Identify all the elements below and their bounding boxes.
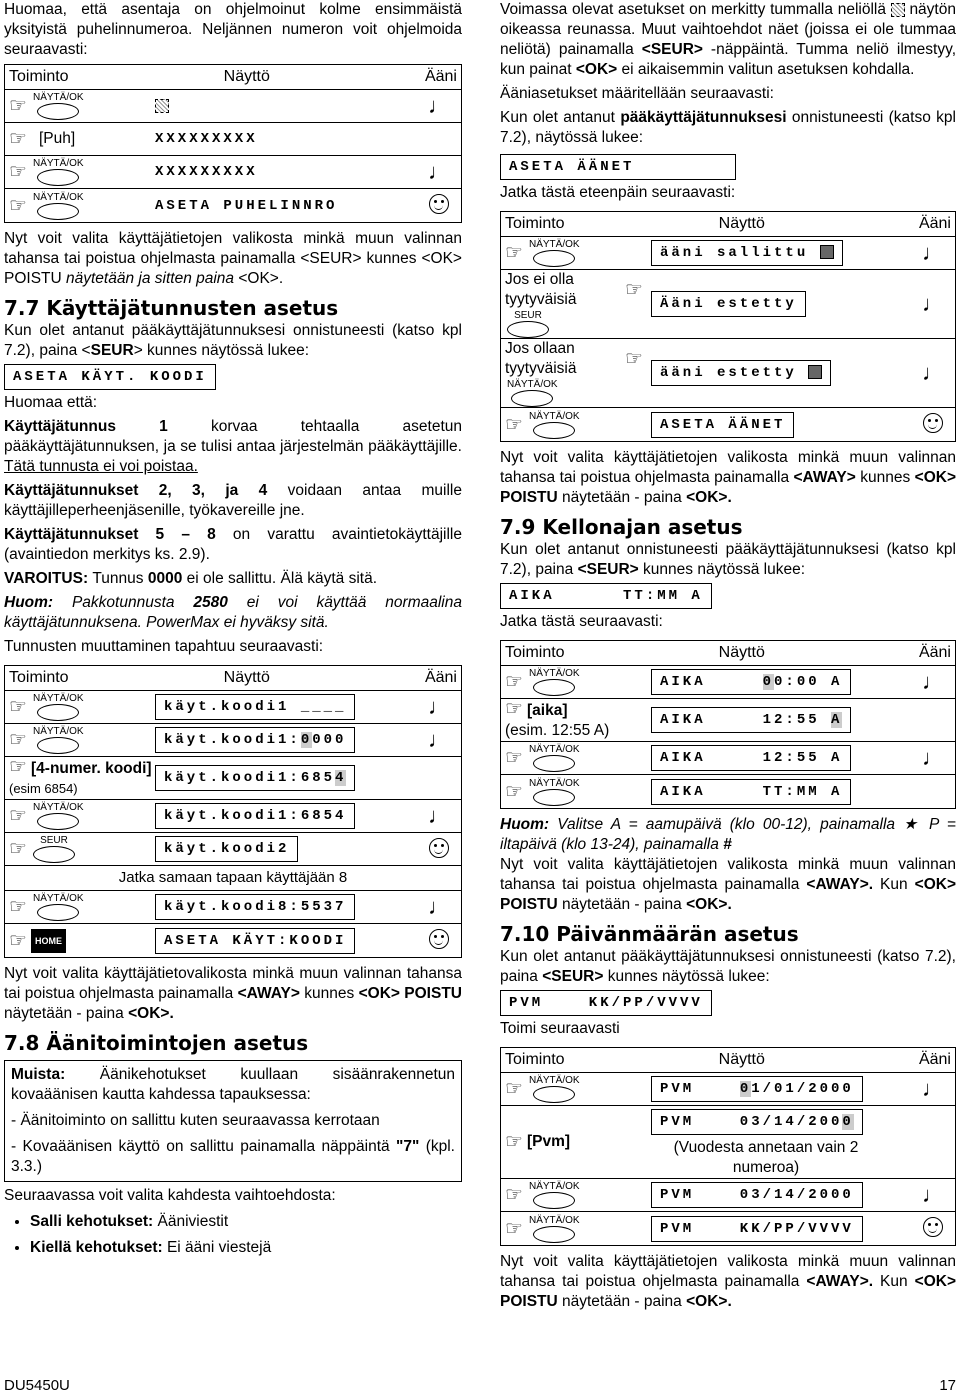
table-row: ☞ HOME ASETA KÄYT:KOODI [5, 924, 461, 957]
home-key-icon: HOME [31, 929, 66, 953]
smiley-icon [429, 838, 449, 858]
section-heading-7-9: 7.9 Kellonajan asetus [500, 515, 743, 539]
ok-key-icon: NÄYTÄ/OK [33, 192, 84, 220]
hand-pointer-icon: ☞ [625, 279, 643, 301]
dark-square-icon [891, 3, 905, 17]
time-table: Toiminto Näyttö Ääni ☞ NÄYTÄ/OK AIKA 00:00 A ♩ ☞ [aika] (esim. 12:55 A) AIKA 12:55 A ☞ NÄYTÄ/OK AIKA 12:55 A ♩ ☞ NÄYTÄ/OK AIKA TT:MM A [500, 640, 956, 809]
lcd-display: PVM KK/PP/VVVV [500, 990, 712, 1016]
table-row: ☞ [4-numer. koodi] (esim 6854) käyt.koodi1:6854 [5, 757, 461, 800]
cursor-block-icon [155, 99, 169, 113]
hand-pointer-icon: ☞ [505, 1184, 523, 1206]
note-icon: ♩ [922, 1182, 944, 1207]
smiley-icon [923, 1217, 943, 1237]
table-row: ☞ NÄYTÄ/OK ASETA ÄÄNET [501, 408, 955, 441]
table-row: ☞ [aika] (esim. 12:55 A) AIKA 12:55 A [501, 699, 955, 742]
options-list [30, 1212, 462, 1258]
table-row: ☞ NÄYTÄ/OK AIKA 00:00 A ♩ [501, 666, 955, 699]
ok-key-icon: NÄYTÄ/OK [33, 158, 84, 186]
note-icon: ♩ [428, 694, 450, 719]
lcd-display: ASETA ÄÄNET [500, 154, 736, 180]
paragraph: Nyt voit valita käyttäjätietojen valikosta minkä muun valinnan tahansa tai poistua ohjelmasta painamalla <SEUR> kunnes <OK> POISTU näytetään ja sitten paina <OK>. [4, 230, 462, 287]
hand-pointer-icon: ☞ [9, 128, 27, 150]
hand-pointer-icon: ☞ [9, 729, 27, 751]
hand-pointer-icon: ☞ [9, 929, 27, 952]
ok-key-icon: NÄYTÄ/OK [33, 893, 84, 921]
intro-paragraph: Huomaa, että asentaja on ohjelmoinut kolme ensimmäistä yksityistä puhelinnumeroa. Neljännen numeron voit ohjelmoida seuraavasti: [4, 1, 462, 58]
paragraph: Seuraavassa voit valita kahdesta vaihtoehdosta: [4, 1187, 336, 1204]
list-item: • Salli kehotukset: Ääniviestit [30, 1212, 462, 1232]
smiley-icon [923, 413, 943, 433]
table-row: ☞ NÄYTÄ/OK käyt.koodi1 ____ ♩ [5, 691, 461, 724]
hand-pointer-icon: ☞ [505, 1078, 523, 1100]
paragraph: Tunnusten muuttaminen tapahtuu seuraavasti: [4, 638, 324, 655]
note-icon: ♩ [428, 159, 450, 184]
table-row: ☞ [Puh] XXXXXXXXX [5, 123, 461, 156]
lcd-display: AIKA TT:MM A [500, 583, 712, 609]
hand-pointer-icon: ☞ [505, 780, 523, 803]
ok-key-icon: NÄYTÄ/OK [33, 726, 84, 754]
ok-key-icon: NÄYTÄ/OK [529, 1181, 580, 1209]
user-code-table [4, 665, 462, 958]
hand-pointer-icon: ☞ [9, 896, 27, 918]
ok-key-icon: NÄYTÄ/OK [507, 379, 558, 407]
table-row: ☞ NÄYTÄ/OK AIKA TT:MM A [501, 775, 955, 808]
left-column [4, 0, 462, 1264]
paragraph: Kun olet antanut pääkäyttäjätunnuksesi onnistuneesti (katso kpl 7.2), näytössä lukee: [500, 109, 956, 146]
paragraph: Huom: Pakkotunnusta 2580 ei voi käyttää normaalina käyttäjätunnuksena. PowerMax ei hyväksy sitä. [4, 594, 462, 631]
ok-key-icon: NÄYTÄ/OK [529, 1075, 580, 1103]
table-row: ☞ NÄYTÄ/OK ääni sallittu ♩ [501, 237, 955, 270]
table-row: ☞ NÄYTÄ/OK käyt.koodi8:5537 ♩ [5, 891, 461, 924]
list-item: • Kiellä kehotukset: Ei ääni viestejä [30, 1238, 462, 1258]
paragraph: Kun olet antanut pääkäyttäjätunnuksesi onnistuneesti (katso 7.2), paina <SEUR> kunnes näytössä lukee: [500, 948, 956, 985]
note-icon: ♩ [922, 1076, 944, 1101]
table-row: Jatka samaan tapaan käyttäjään 8 [5, 866, 461, 891]
table-row: ☞ NÄYTÄ/OK AIKA 12:55 A ♩ [501, 742, 955, 775]
hand-pointer-icon: ☞ [505, 747, 523, 769]
hand-pointer-icon: ☞ [9, 194, 27, 217]
paragraph: Kun olet antanut pääkäyttäjätunnuksesi onnistuneesti (katso kpl 7.2), paina <SEUR> kunnes näytössä lukee: [4, 322, 462, 359]
next-key-icon: SEUR [33, 835, 75, 863]
hand-pointer-icon: ☞ [505, 671, 523, 693]
note-icon: ♩ [922, 745, 944, 770]
hand-pointer-icon: ☞ [505, 242, 523, 264]
paragraph: Nyt voit valita käyttäjätietojen valikosta minkä muun valinnan tahansa tai poistua ohjelmasta painamalla <AWAY>. Kun <OK> POISTU näytetään - paina <OK>. [500, 1253, 956, 1310]
note-box: Muista: Äänikehotukset kuullaan sisäänrakennetun kovaäänisen kautta kahdessa tapauksessa: - Äänitoiminto on sallittu kuten seuraavassa kerrotaan - Kovaäänisen käyttö on sallittu painamalla näppäintä "7" (kpl. 3.3.) [4, 1060, 462, 1182]
table-row: Jos ollaan tyytyväisiä ☞ NÄYTÄ/OK ääni estetty ♩ [501, 339, 955, 408]
hand-pointer-icon: ☞ [9, 838, 27, 860]
hand-pointer-icon: ☞ [505, 698, 523, 720]
footer-doc-id: DU5450U [4, 1377, 70, 1394]
table-row: ☞ NÄYTÄ/OK käyt.koodi1:0000 ♩ [5, 724, 461, 757]
note-icon: ♩ [428, 803, 450, 828]
hand-pointer-icon: ☞ [625, 348, 643, 370]
section-heading-7-8: 7.8 Äänitoimintojen asetus [4, 1031, 309, 1055]
note-icon: ♩ [922, 240, 944, 265]
sound-table: Toiminto Näyttö Ääni ☞ NÄYTÄ/OK ääni sallittu ♩ Jos ei olla tyytyväisiä ☞ SEUR Ääni estetty ♩ Jos ollaan tyytyväisiä ☞ NÄYTÄ/OK ääni estetty ♩ ☞ NÄYTÄ/OK ASETA ÄÄNET [500, 211, 956, 442]
smiley-icon [429, 929, 449, 949]
ok-key-icon: NÄYTÄ/OK [529, 1215, 580, 1243]
table-row: ☞ [Pvm] PVM 03/14/2000 (Vuodesta annetaan vain 2 numeroa) [501, 1106, 955, 1179]
paragraph: Huomaa että: [4, 394, 98, 411]
ok-key-icon: NÄYTÄ/OK [529, 239, 580, 267]
next-key-icon: SEUR [507, 310, 549, 338]
note-icon: ♩ [428, 727, 450, 752]
paragraph: Huom: Valitse A = aamupäivä (klo 00-12), painamalla ★ P = iltapäivä (klo 13-24), painamalla # [500, 816, 956, 853]
note-icon: ♩ [428, 93, 450, 118]
ok-key-icon: NÄYTÄ/OK [529, 668, 580, 696]
table-row: ☞ NÄYTÄ/OK PVM KK/PP/VVVV [501, 1212, 955, 1245]
hand-pointer-icon: ☞ [9, 95, 27, 117]
table-row: ☞ NÄYTÄ/OK käyt.koodi1:6854 ♩ [5, 800, 461, 833]
hand-pointer-icon: ☞ [505, 1131, 523, 1153]
paragraph: Voimassa olevat asetukset on merkitty tummalla neliöllä näytön oikeassa reunassa. Muut vaihtoehdot näet (joissa ei ole tummaa neliötä) painamalla <SEUR> -näppäintä. Tumma neliö ilmestyy, kun painat <OK> ei aikaisemmin valitun asetuksen kohdalla. [500, 1, 957, 78]
paragraph: Käyttäjätunnukset 5 – 8 on varattu avaintietokäyttäjille (avaintiedon merkitys ks. 2.9). [4, 526, 462, 563]
paragraph: Jatka tästä eteenpäin seuraavasti: [500, 184, 736, 201]
note-icon: ♩ [922, 669, 944, 694]
table-header: Toiminto Näyttö Ääni [5, 65, 461, 90]
ok-key-icon: NÄYTÄ/OK [33, 802, 84, 830]
paragraph: Jatka tästä seuraavasti: [500, 613, 663, 630]
hand-pointer-icon: ☞ [9, 161, 27, 183]
paragraph: Kun olet antanut onnistuneesti pääkäyttäjätunnuksesi (katso kpl 7.2), paina <SEUR> kunnes näytössä lukee: [500, 541, 956, 578]
paragraph: Toimi seuraavasti [500, 1020, 620, 1037]
table-header: Toiminto Näyttö Ääni [5, 666, 461, 691]
paragraph: Nyt voit valita käyttäjätietovalikosta minkä muun valinnan tahansa tai poistua ohjelmasta painamalla <AWAY> kunnes <OK> POISTU näytetään - paina <OK>. [4, 965, 462, 1022]
date-table: Toiminto Näyttö Ääni ☞ NÄYTÄ/OK PVM 01/01/2000 ♩ ☞ [Pvm] PVM 03/14/2000 (Vuodesta annetaan vain 2 numeroa) ☞ NÄYTÄ/OK PVM 03/14/2000 ♩ ☞ NÄYTÄ/OK PVM KK/PP/VVVV [500, 1047, 956, 1246]
section-heading-7-7: 7.7 Käyttäjätunnusten asetus [4, 296, 339, 320]
note-icon: ♩ [922, 360, 944, 385]
hand-pointer-icon: ☞ [505, 1217, 523, 1240]
ok-key-icon: NÄYTÄ/OK [529, 778, 580, 806]
table-row: ☞ SEUR käyt.koodi2 [5, 833, 461, 866]
ok-key-icon: NÄYTÄ/OK [529, 744, 580, 772]
selected-square-icon [820, 245, 834, 259]
lcd-display: ASETA KÄYT. KOODI [4, 364, 216, 390]
paragraph: Ääniasetukset määritellään seuraavasti: [500, 85, 774, 102]
right-column [500, 0, 956, 1312]
hand-pointer-icon: ☞ [505, 413, 523, 436]
table-row: ☞ NÄYTÄ/OK PVM 01/01/2000 ♩ [501, 1073, 955, 1106]
ok-key-icon: NÄYTÄ/OK [529, 411, 580, 439]
note-icon: ♩ [922, 291, 944, 316]
table-row [5, 90, 461, 123]
selected-square-icon [808, 365, 822, 379]
table-row: ☞ NÄYTÄ/OK XXXXXXXXX ♩ [5, 156, 461, 189]
ok-key-icon: NÄYTÄ/OK [33, 693, 84, 721]
footer-page-number: 17 [939, 1377, 956, 1394]
hand-pointer-icon: ☞ [9, 756, 27, 778]
paragraph: VAROITUS: Tunnus 0000 ei ole sallittu. Älä käytä sitä. [4, 570, 378, 587]
smiley-icon [429, 194, 449, 214]
section-heading-7-10: 7.10 Päivänmäärän asetus [500, 922, 799, 946]
paragraph: Nyt voit valita käyttäjätietojen valikosta minkä muun valinnan tahansa tai poistua ohjelmasta painamalla <AWAY> kunnes <OK> POISTU näytetään - paina <OK>. [500, 449, 956, 506]
note-icon: ♩ [428, 894, 450, 919]
hand-pointer-icon: ☞ [9, 696, 27, 718]
paragraph: Käyttäjätunnukset 2, 3, ja 4 voidaan antaa muille käyttäjilleperheenjäsenille, työkavereille jne. [4, 482, 462, 519]
phone-table [4, 64, 462, 223]
hand-pointer-icon: ☞ [9, 805, 27, 827]
table-row: Jos ei olla tyytyväisiä ☞ SEUR Ääni estetty ♩ [501, 270, 955, 339]
table-row: ☞ NÄYTÄ/OK PVM 03/14/2000 ♩ [501, 1179, 955, 1212]
paragraph: Käyttäjätunnus 1 korvaa tehtaalla asetetun pääkäyttäjätunnuksen, ja se tulisi antaa järjestelmän pääkäyttäjille. Tätä tunnusta ei voi poistaa. [4, 418, 463, 475]
ok-key-icon: NÄYTÄ/OK [33, 92, 84, 120]
table-row: ☞ NÄYTÄ/OK ASETA PUHELINNRO [5, 189, 461, 222]
paragraph: Nyt voit valita käyttäjätietojen valikosta minkä muun valinnan tahansa tai poistua ohjelmasta painamalla <AWAY>. Kun <OK> POISTU näytetään - paina <OK>. [500, 856, 956, 913]
